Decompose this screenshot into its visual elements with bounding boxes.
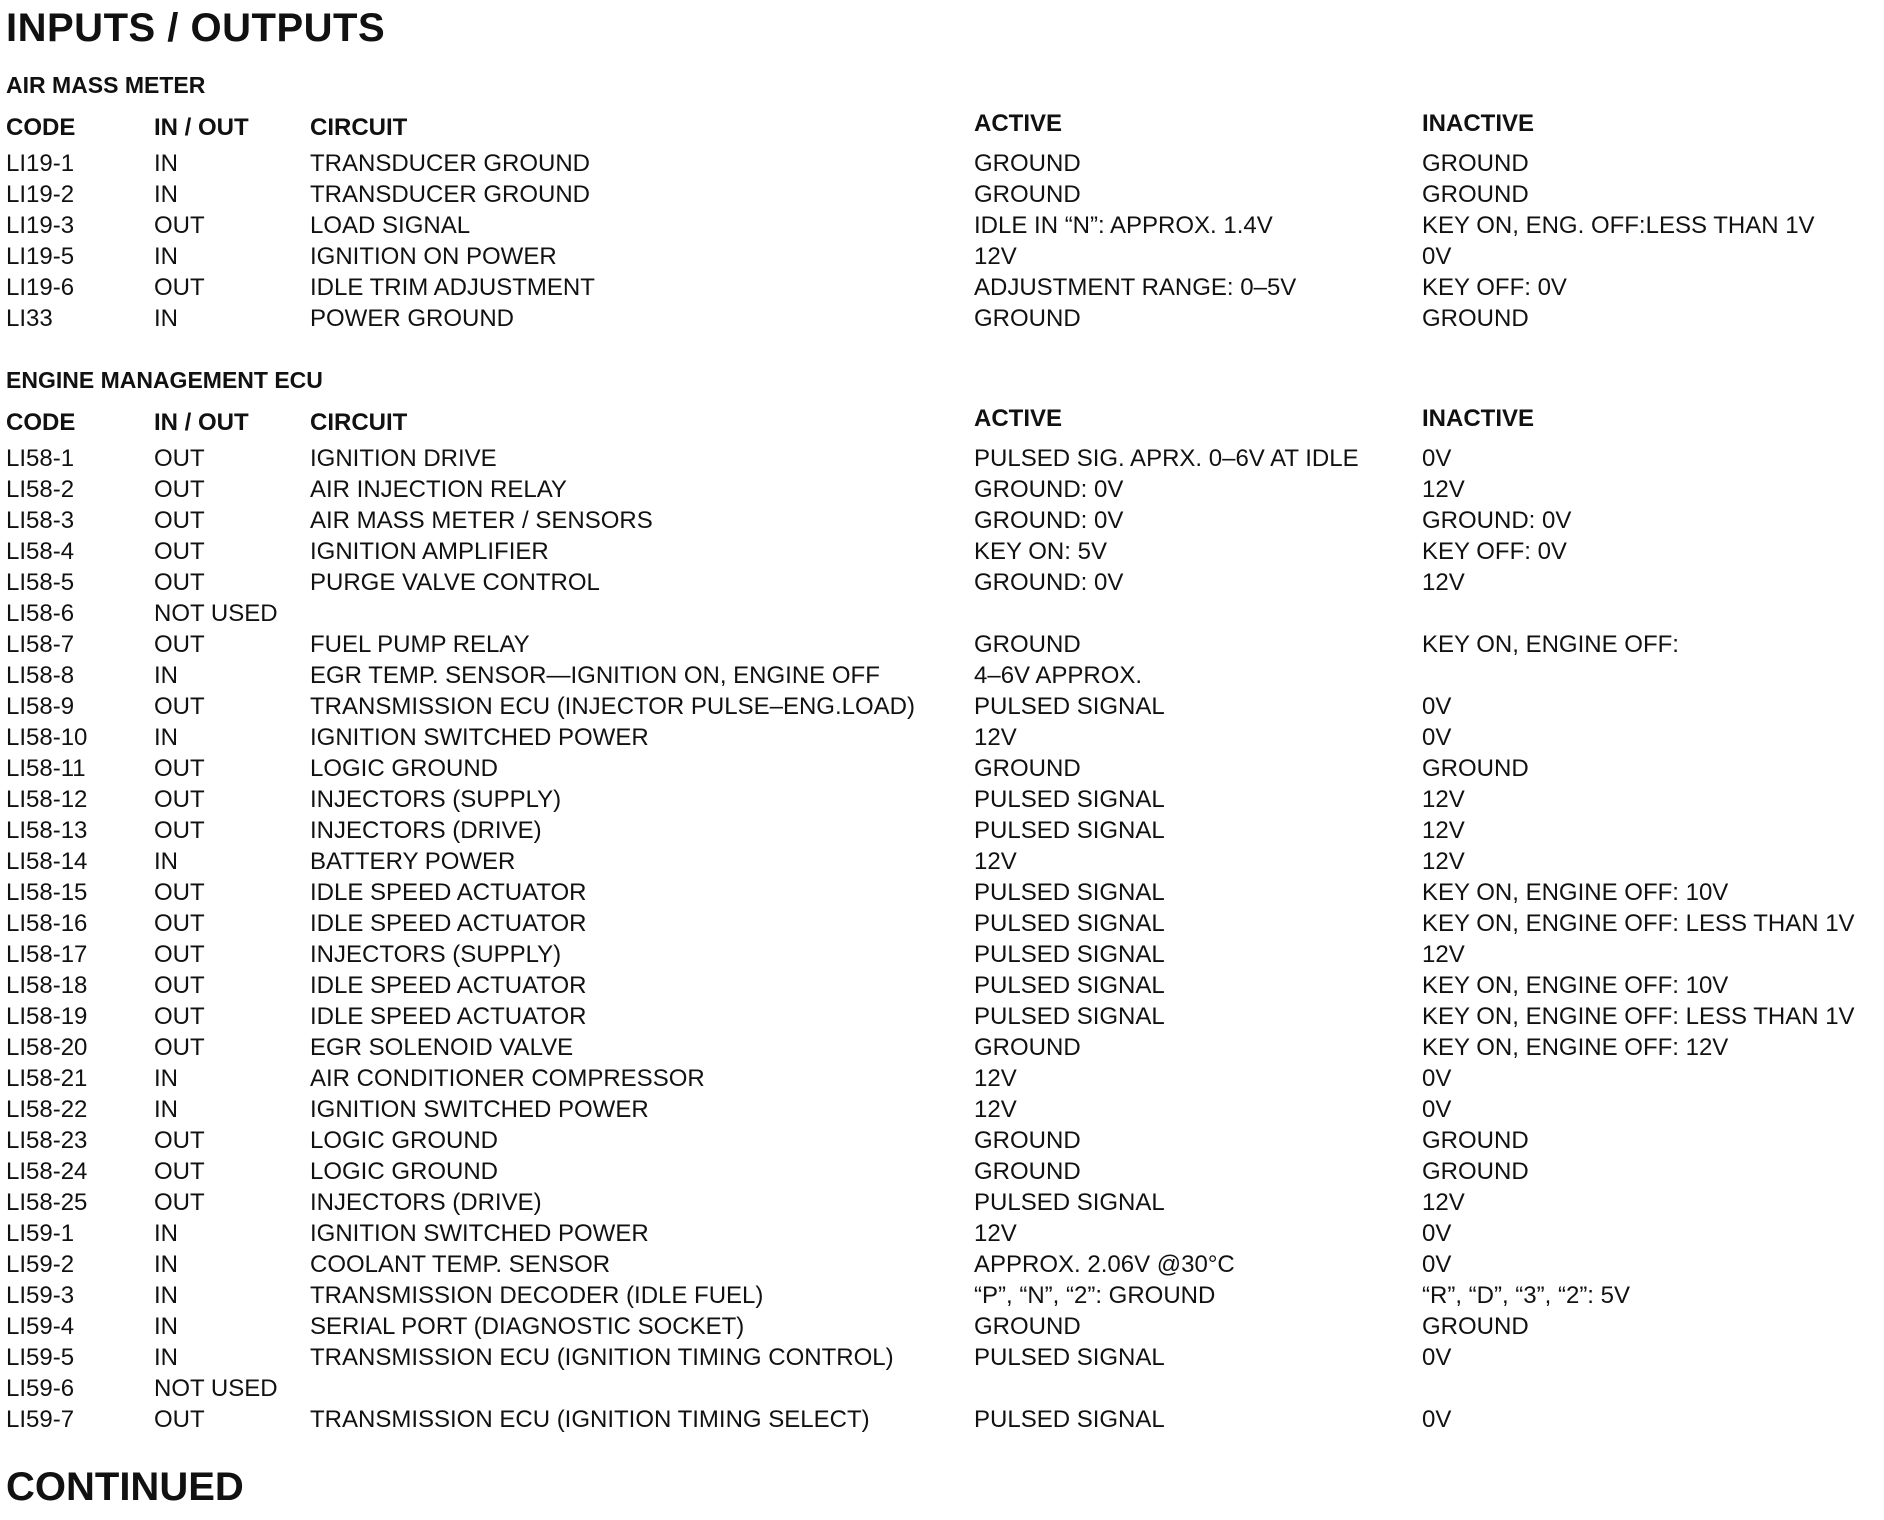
cell-io: IN bbox=[154, 150, 178, 177]
cell-circuit: IGNITION AMPLIFIER bbox=[310, 538, 549, 565]
table-row bbox=[6, 846, 1876, 877]
cell-io: OUT bbox=[154, 445, 205, 472]
cell-active: PULSED SIGNAL bbox=[974, 910, 1165, 937]
cell-active: PULSED SIG. APRX. 0–6V AT IDLE bbox=[974, 445, 1359, 472]
cell-inactive: GROUND bbox=[1422, 1158, 1529, 1185]
cell-code: LI58-23 bbox=[6, 1127, 88, 1154]
cell-circuit: IGNITION DRIVE bbox=[310, 445, 497, 472]
column-header-active: ACTIVE bbox=[974, 110, 1063, 137]
column-header-code: CODE bbox=[6, 114, 76, 141]
cell-inactive: KEY ON, ENG. OFF:LESS THAN 1V bbox=[1422, 212, 1815, 239]
table-row bbox=[6, 567, 1876, 598]
cell-circuit: IDLE SPEED ACTUATOR bbox=[310, 972, 587, 999]
cell-code: LI58-24 bbox=[6, 1158, 88, 1185]
cell-active: GROUND: 0V bbox=[974, 476, 1124, 503]
section-title: ENGINE MANAGEMENT ECU bbox=[6, 367, 323, 393]
cell-inactive: 0V bbox=[1422, 1220, 1452, 1247]
cell-circuit: TRANSMISSION ECU (IGNITION TIMING CONTROL) bbox=[310, 1344, 894, 1371]
cell-io: OUT bbox=[154, 941, 205, 968]
cell-circuit: IDLE SPEED ACTUATOR bbox=[310, 910, 587, 937]
cell-io: OUT bbox=[154, 631, 205, 658]
cell-io: OUT bbox=[154, 910, 205, 937]
cell-active: GROUND bbox=[974, 305, 1081, 332]
cell-io: OUT bbox=[154, 879, 205, 906]
column-header-inactive: INACTIVE bbox=[1422, 110, 1535, 137]
cell-inactive: GROUND bbox=[1422, 1313, 1529, 1340]
cell-code: LI58-8 bbox=[6, 662, 75, 689]
cell-circuit: TRANSMISSION ECU (IGNITION TIMING SELECT) bbox=[310, 1406, 870, 1433]
section-engine-management-ecu bbox=[6, 365, 1876, 1435]
table-header-row bbox=[6, 403, 1876, 443]
cell-inactive: “R”, “D”, “3”, “2”: 5V bbox=[1422, 1282, 1630, 1309]
cell-inactive: 0V bbox=[1422, 724, 1452, 751]
cell-io: IN bbox=[154, 1313, 178, 1340]
cell-active: GROUND bbox=[974, 1034, 1081, 1061]
table-row bbox=[6, 1342, 1876, 1373]
table-row bbox=[6, 1156, 1876, 1187]
table-row bbox=[6, 1218, 1876, 1249]
table-row bbox=[6, 691, 1876, 722]
cell-io: IN bbox=[154, 305, 178, 332]
cell-active: GROUND bbox=[974, 181, 1081, 208]
table-header-row bbox=[6, 108, 1876, 148]
cell-inactive: GROUND bbox=[1422, 181, 1529, 208]
cell-active: PULSED SIGNAL bbox=[974, 1406, 1165, 1433]
cell-io: OUT bbox=[154, 1158, 205, 1185]
cell-io: NOT USED bbox=[154, 600, 278, 627]
table-row bbox=[6, 1280, 1876, 1311]
cell-active: PULSED SIGNAL bbox=[974, 1003, 1165, 1030]
table-row bbox=[6, 1001, 1876, 1032]
cell-io: OUT bbox=[154, 1406, 205, 1433]
cell-code: LI58-20 bbox=[6, 1034, 88, 1061]
cell-active: PULSED SIGNAL bbox=[974, 1344, 1165, 1371]
table-row bbox=[6, 303, 1876, 334]
cell-code: LI58-13 bbox=[6, 817, 88, 844]
cell-io: OUT bbox=[154, 569, 205, 596]
table-row bbox=[6, 753, 1876, 784]
table-row bbox=[6, 939, 1876, 970]
cell-active: ADJUSTMENT RANGE: 0–5V bbox=[974, 274, 1297, 301]
table-row bbox=[6, 598, 1876, 629]
cell-active: PULSED SIGNAL bbox=[974, 879, 1165, 906]
table-row bbox=[6, 908, 1876, 939]
cell-code: LI58-2 bbox=[6, 476, 75, 503]
cell-circuit: IDLE SPEED ACTUATOR bbox=[310, 1003, 587, 1030]
cell-inactive: 0V bbox=[1422, 1096, 1452, 1123]
cell-io: IN bbox=[154, 1282, 178, 1309]
cell-inactive: 0V bbox=[1422, 1251, 1452, 1278]
cell-code: LI59-2 bbox=[6, 1251, 75, 1278]
table-row bbox=[6, 443, 1876, 474]
cell-circuit: FUEL PUMP RELAY bbox=[310, 631, 530, 658]
cell-circuit: COOLANT TEMP. SENSOR bbox=[310, 1251, 611, 1278]
cell-active: 12V bbox=[974, 1096, 1017, 1123]
cell-inactive: 0V bbox=[1422, 1065, 1452, 1092]
cell-inactive: 0V bbox=[1422, 693, 1452, 720]
cell-inactive: 12V bbox=[1422, 569, 1465, 596]
cell-io: IN bbox=[154, 662, 178, 689]
cell-active: 12V bbox=[974, 1065, 1017, 1092]
cell-inactive: KEY ON, ENGINE OFF: 10V bbox=[1422, 972, 1729, 999]
cell-circuit: LOGIC GROUND bbox=[310, 1127, 499, 1154]
cell-io: OUT bbox=[154, 1127, 205, 1154]
cell-code: LI19-3 bbox=[6, 212, 75, 239]
cell-inactive: KEY ON, ENGINE OFF: LESS THAN 1V bbox=[1422, 1003, 1855, 1030]
cell-circuit: INJECTORS (SUPPLY) bbox=[310, 941, 562, 968]
cell-circuit: IDLE TRIM ADJUSTMENT bbox=[310, 274, 595, 301]
table-row bbox=[6, 1187, 1876, 1218]
cell-circuit: TRANSDUCER GROUND bbox=[310, 181, 591, 208]
cell-inactive: KEY OFF: 0V bbox=[1422, 538, 1567, 565]
cell-code: LI58-17 bbox=[6, 941, 88, 968]
cell-active: APPROX. 2.06V @30°C bbox=[974, 1251, 1235, 1278]
cell-io: IN bbox=[154, 1065, 178, 1092]
table-row bbox=[6, 815, 1876, 846]
table-row bbox=[6, 1094, 1876, 1125]
column-header-code: CODE bbox=[6, 409, 76, 436]
column-header-io: IN / OUT bbox=[154, 409, 249, 436]
cell-active: GROUND bbox=[974, 1313, 1081, 1340]
cell-code: LI58-3 bbox=[6, 507, 75, 534]
cell-code: LI58-15 bbox=[6, 879, 88, 906]
column-header-circuit: CIRCUIT bbox=[310, 114, 408, 141]
table-row bbox=[6, 784, 1876, 815]
cell-circuit: AIR MASS METER / SENSORS bbox=[310, 507, 653, 534]
cell-code: LI59-4 bbox=[6, 1313, 75, 1340]
cell-inactive: 12V bbox=[1422, 848, 1465, 875]
table-row bbox=[6, 474, 1876, 505]
cell-active: GROUND bbox=[974, 631, 1081, 658]
cell-active: 4–6V APPROX. bbox=[974, 662, 1143, 689]
cell-circuit: PURGE VALVE CONTROL bbox=[310, 569, 600, 596]
table-row bbox=[6, 1032, 1876, 1063]
column-header-io: IN / OUT bbox=[154, 114, 249, 141]
cell-inactive: GROUND bbox=[1422, 1127, 1529, 1154]
cell-circuit: INJECTORS (DRIVE) bbox=[310, 1189, 542, 1216]
cell-active: 12V bbox=[974, 243, 1017, 270]
cell-circuit: IGNITION ON POWER bbox=[310, 243, 557, 270]
table-row bbox=[6, 272, 1876, 303]
cell-circuit: LOGIC GROUND bbox=[310, 755, 499, 782]
cell-io: OUT bbox=[154, 1003, 205, 1030]
cell-io: OUT bbox=[154, 972, 205, 999]
cell-code: LI59-1 bbox=[6, 1220, 75, 1247]
cell-circuit: AIR CONDITIONER COMPRESSOR bbox=[310, 1065, 705, 1092]
cell-circuit: INJECTORS (DRIVE) bbox=[310, 817, 542, 844]
cell-inactive: GROUND: 0V bbox=[1422, 507, 1572, 534]
cell-circuit: TRANSMISSION ECU (INJECTOR PULSE–ENG.LOAD) bbox=[310, 693, 915, 720]
cell-circuit: LOGIC GROUND bbox=[310, 1158, 499, 1185]
cell-code: LI58-6 bbox=[6, 600, 75, 627]
cell-io: OUT bbox=[154, 693, 205, 720]
cell-active: 12V bbox=[974, 1220, 1017, 1247]
cell-inactive: KEY ON, ENGINE OFF: bbox=[1422, 631, 1679, 658]
cell-active: GROUND bbox=[974, 150, 1081, 177]
cell-code: LI19-6 bbox=[6, 274, 75, 301]
cell-io: OUT bbox=[154, 1034, 205, 1061]
cell-circuit: AIR INJECTION RELAY bbox=[310, 476, 567, 503]
cell-code: LI58-21 bbox=[6, 1065, 88, 1092]
cell-active: GROUND bbox=[974, 1127, 1081, 1154]
cell-io: OUT bbox=[154, 1189, 205, 1216]
cell-active: GROUND bbox=[974, 1158, 1081, 1185]
table-row bbox=[6, 629, 1876, 660]
cell-io: IN bbox=[154, 724, 178, 751]
cell-circuit: IGNITION SWITCHED POWER bbox=[310, 724, 649, 751]
cell-code: LI19-5 bbox=[6, 243, 75, 270]
table-row bbox=[6, 1373, 1876, 1404]
cell-io: IN bbox=[154, 243, 178, 270]
cell-inactive: GROUND bbox=[1422, 755, 1529, 782]
cell-code: LI58-5 bbox=[6, 569, 75, 596]
cell-inactive: GROUND bbox=[1422, 150, 1529, 177]
cell-code: LI58-10 bbox=[6, 724, 88, 751]
cell-code: LI59-5 bbox=[6, 1344, 75, 1371]
cell-io: OUT bbox=[154, 274, 205, 301]
cell-circuit: INJECTORS (SUPPLY) bbox=[310, 786, 562, 813]
section-title: AIR MASS METER bbox=[6, 72, 206, 98]
cell-inactive: 12V bbox=[1422, 786, 1465, 813]
cell-active: PULSED SIGNAL bbox=[974, 817, 1165, 844]
cell-inactive: GROUND bbox=[1422, 305, 1529, 332]
page-title: INPUTS / OUTPUTS bbox=[6, 6, 386, 50]
cell-code: LI58-1 bbox=[6, 445, 75, 472]
cell-io: IN bbox=[154, 848, 178, 875]
cell-circuit: TRANSDUCER GROUND bbox=[310, 150, 591, 177]
cell-inactive: 12V bbox=[1422, 476, 1465, 503]
cell-code: LI58-14 bbox=[6, 848, 88, 875]
cell-active: KEY ON: 5V bbox=[974, 538, 1107, 565]
cell-circuit: SERIAL PORT (DIAGNOSTIC SOCKET) bbox=[310, 1313, 745, 1340]
table-row bbox=[6, 210, 1876, 241]
cell-active: “P”, “N”, “2”: GROUND bbox=[974, 1282, 1216, 1309]
cell-io: OUT bbox=[154, 786, 205, 813]
table-row bbox=[6, 148, 1876, 179]
table-row bbox=[6, 241, 1876, 272]
cell-active: PULSED SIGNAL bbox=[974, 941, 1165, 968]
cell-io: IN bbox=[154, 1251, 178, 1278]
cell-io: IN bbox=[154, 181, 178, 208]
cell-circuit: IGNITION SWITCHED POWER bbox=[310, 1220, 649, 1247]
cell-code: LI58-22 bbox=[6, 1096, 88, 1123]
cell-active: GROUND bbox=[974, 755, 1081, 782]
table-row bbox=[6, 1063, 1876, 1094]
cell-inactive: 0V bbox=[1422, 1406, 1452, 1433]
cell-code: LI58-16 bbox=[6, 910, 88, 937]
cell-code: LI59-6 bbox=[6, 1375, 75, 1402]
cell-inactive: KEY ON, ENGINE OFF: LESS THAN 1V bbox=[1422, 910, 1855, 937]
cell-code: LI58-19 bbox=[6, 1003, 88, 1030]
cell-inactive: KEY ON, ENGINE OFF: 10V bbox=[1422, 879, 1729, 906]
cell-code: LI58-4 bbox=[6, 538, 75, 565]
cell-code: LI19-1 bbox=[6, 150, 75, 177]
cell-circuit: BATTERY POWER bbox=[310, 848, 516, 875]
table-row bbox=[6, 1249, 1876, 1280]
cell-active: GROUND: 0V bbox=[974, 569, 1124, 596]
cell-active: PULSED SIGNAL bbox=[974, 972, 1165, 999]
cell-circuit: POWER GROUND bbox=[310, 305, 514, 332]
table-row bbox=[6, 970, 1876, 1001]
cell-io: NOT USED bbox=[154, 1375, 278, 1402]
cell-circuit: IGNITION SWITCHED POWER bbox=[310, 1096, 649, 1123]
cell-io: IN bbox=[154, 1344, 178, 1371]
cell-io: OUT bbox=[154, 817, 205, 844]
cell-code: LI58-18 bbox=[6, 972, 88, 999]
table-row bbox=[6, 1125, 1876, 1156]
column-header-circuit: CIRCUIT bbox=[310, 409, 408, 436]
cell-io: OUT bbox=[154, 538, 205, 565]
cell-inactive: 0V bbox=[1422, 243, 1452, 270]
cell-inactive: 12V bbox=[1422, 941, 1465, 968]
table-row bbox=[6, 1404, 1876, 1435]
cell-inactive: 0V bbox=[1422, 445, 1452, 472]
column-header-inactive: INACTIVE bbox=[1422, 405, 1535, 432]
cell-io: OUT bbox=[154, 507, 205, 534]
cell-active: PULSED SIGNAL bbox=[974, 786, 1165, 813]
cell-active: IDLE IN “N”: APPROX. 1.4V bbox=[974, 212, 1273, 239]
table-row bbox=[6, 505, 1876, 536]
column-header-active: ACTIVE bbox=[974, 405, 1063, 432]
cell-circuit: EGR TEMP. SENSOR—IGNITION ON, ENGINE OFF bbox=[310, 662, 880, 689]
table-row bbox=[6, 722, 1876, 753]
cell-active: 12V bbox=[974, 724, 1017, 751]
cell-code: LI33 bbox=[6, 305, 53, 332]
cell-code: LI59-3 bbox=[6, 1282, 75, 1309]
cell-code: LI58-25 bbox=[6, 1189, 88, 1216]
cell-inactive: 12V bbox=[1422, 817, 1465, 844]
cell-code: LI58-9 bbox=[6, 693, 75, 720]
cell-code: LI58-11 bbox=[6, 755, 86, 782]
cell-io: IN bbox=[154, 1096, 178, 1123]
cell-inactive: 0V bbox=[1422, 1344, 1452, 1371]
cell-active: PULSED SIGNAL bbox=[974, 1189, 1165, 1216]
cell-io: IN bbox=[154, 1220, 178, 1247]
table-row bbox=[6, 660, 1876, 691]
cell-circuit: TRANSMISSION DECODER (IDLE FUEL) bbox=[310, 1282, 764, 1309]
table-row bbox=[6, 536, 1876, 567]
continued-label: CONTINUED bbox=[6, 1465, 244, 1509]
cell-code: LI58-12 bbox=[6, 786, 88, 813]
cell-inactive: 12V bbox=[1422, 1189, 1465, 1216]
table-row bbox=[6, 179, 1876, 210]
cell-circuit: EGR SOLENOID VALVE bbox=[310, 1034, 574, 1061]
cell-active: PULSED SIGNAL bbox=[974, 693, 1165, 720]
cell-code: LI58-7 bbox=[6, 631, 75, 658]
cell-code: LI59-7 bbox=[6, 1406, 75, 1433]
table-row bbox=[6, 877, 1876, 908]
cell-io: OUT bbox=[154, 476, 205, 503]
table-row bbox=[6, 1311, 1876, 1342]
cell-inactive: KEY ON, ENGINE OFF: 12V bbox=[1422, 1034, 1729, 1061]
cell-code: LI19-2 bbox=[6, 181, 75, 208]
cell-circuit: IDLE SPEED ACTUATOR bbox=[310, 879, 587, 906]
cell-active: 12V bbox=[974, 848, 1017, 875]
cell-circuit: LOAD SIGNAL bbox=[310, 212, 471, 239]
cell-io: OUT bbox=[154, 755, 205, 782]
cell-io: OUT bbox=[154, 212, 205, 239]
section-air-mass-meter bbox=[6, 70, 1876, 334]
cell-inactive: KEY OFF: 0V bbox=[1422, 274, 1567, 301]
cell-active: GROUND: 0V bbox=[974, 507, 1124, 534]
